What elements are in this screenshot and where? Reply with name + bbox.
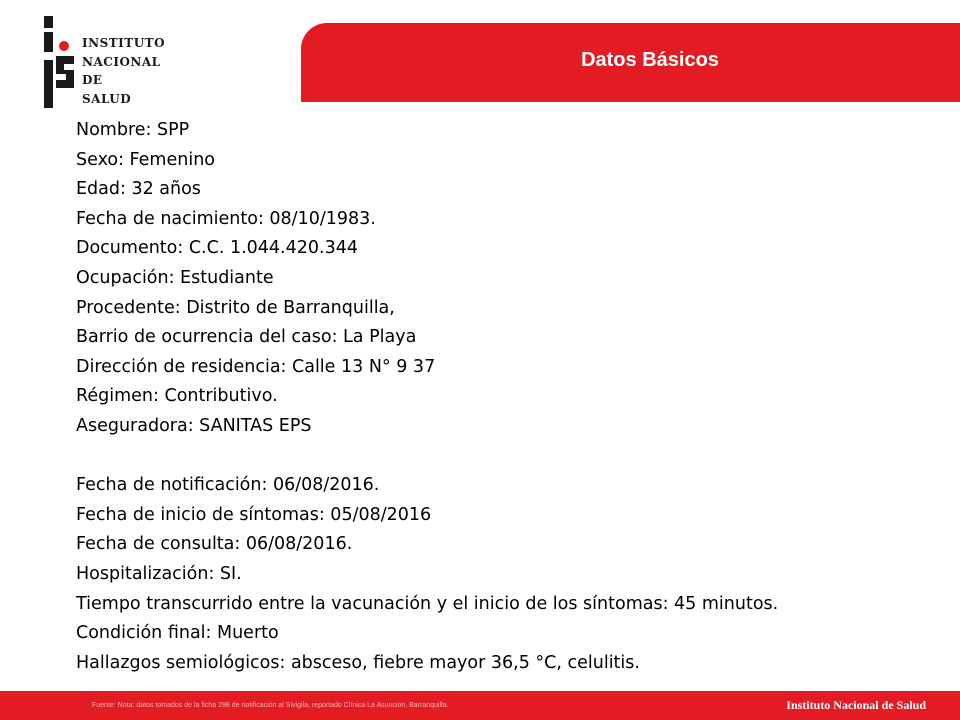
detail-line: Aseguradora: SANITAS EPS [76,415,312,436]
detail-line: Tiempo transcurrido entre la vacunación y el inicio de los síntomas: 45 minutos. [76,593,779,614]
clinical-info-group [76,471,936,678]
institution-logo [42,16,182,108]
patient-info-group [76,116,936,442]
detail-line: Fecha de consulta: 06/08/2016. [76,534,353,555]
detail-line: Condición final: Muerto [76,623,279,644]
detail-line: Nombre: SPP [76,120,190,140]
detail-line: Dirección de residencia: Calle 13 N° 9 37 [76,356,436,377]
section-spacer [76,442,936,472]
detail-line: Edad: 32 años [76,179,201,200]
page-title: Datos Básicos [581,49,719,71]
detail-line: Ocupación: Estudiante [76,267,274,288]
detail-line: Barrio de ocurrencia del caso: La Playa [76,327,417,348]
logo-line-1: INSTITUTO [82,36,166,50]
logo-text [82,34,182,108]
footer-source-note: Fuente: Nota: datos tomados de la ficha 298 de notificación al Sivigila, reportado Clínica La Asunción, Barranquilla. [92,702,449,709]
detail-line: Documento: C.C. 1.044.420.344 [76,238,358,259]
logo-line-2: NACIONAL DE [82,54,161,88]
logo-line-3: SALUD [82,91,132,106]
detail-line: Hallazgos semiológicos: absceso, fiebre mayor 36,5 °C, celulitis. [76,652,640,673]
detail-line: Hospitalización: SI. [76,563,242,584]
detail-line: Procedente: Distrito de Barranquilla, [76,297,395,318]
detail-line: Régimen: Contributivo. [76,386,278,407]
footer-organization: Instituto Nacional de Salud [786,698,926,712]
ins-logo-mark-icon [42,16,76,108]
detail-line: Fecha de nacimiento: 08/10/1983. [76,208,376,229]
detail-line: Fecha de notificación: 06/08/2016. [76,475,380,496]
detail-line: Sexo: Femenino [76,149,215,170]
case-details [76,116,936,678]
detail-line: Fecha de inicio de síntomas: 05/08/2016 [76,504,432,525]
